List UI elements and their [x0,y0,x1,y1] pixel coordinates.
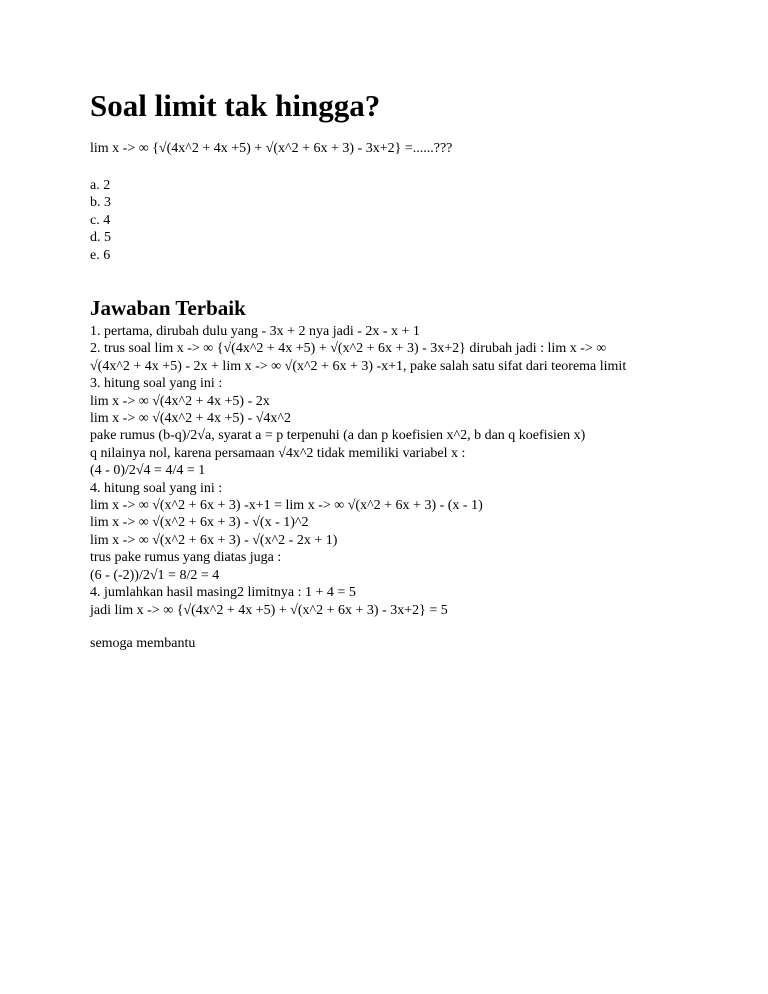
closing-text: semoga membantu [90,636,196,651]
answer-line: 2. trus soal lim x -> ∞ {√(4x^2 + 4x +5) + √(x^2 + 6x + 3) - 3x+2} dirubah jadi : lim x -> ∞ [90,341,607,357]
answer-line: lim x -> ∞ √(4x^2 + 4x +5) - 2x [90,393,270,409]
answer-line: 3. hitung soal yang ini : [90,376,223,392]
answer-line: q nilainya nol, karena persamaan √4x^2 tidak memiliki variabel x : [90,445,466,461]
question-text: lim x -> ∞ {√(4x^2 + 4x +5) + √(x^2 + 6x + 3) - 3x+2} =......??? [90,141,453,156]
choice-a: a. 2 [90,178,111,193]
answer-heading: Jawaban Terbaik [90,296,246,320]
question-title: Soal limit tak hingga? [90,88,381,123]
answer-line: trus pake rumus yang diatas juga : [90,550,282,566]
answer-line: jadi lim x -> ∞ {√(4x^2 + 4x +5) + √(x^2 + 6x + 3) - 3x+2} = 5 [90,602,448,618]
choice-e: e. 6 [90,247,111,263]
answer-line: √(4x^2 + 4x +5) - 2x + lim x -> ∞ √(x^2 + 6x + 3) -x+1, pake salah satu sifat dari teorema limit [90,358,627,374]
answer-line: 4. jumlahkan hasil masing2 limitnya : 1 + 4 = 5 [90,585,356,601]
answer-line: (4 - 0)/2√4 = 4/4 = 1 [90,463,206,479]
choice-d: d. 5 [90,230,111,246]
choice-b: b. 3 [90,195,111,211]
answer-line: pake rumus (b-q)/2√a, syarat a = p terpenuhi (a dan p koefisien x^2, b dan q koefisien x) [90,428,586,444]
answer-line: lim x -> ∞ √(x^2 + 6x + 3) -x+1 = lim x -> ∞ √(x^2 + 6x + 3) - (x - 1) [90,498,483,514]
answer-line: lim x -> ∞ √(x^2 + 6x + 3) - √(x^2 - 2x + 1) [90,532,338,548]
answer-line: (6 - (-2))/2√1 = 8/2 = 4 [90,567,220,583]
answer-choices [90,177,111,264]
answer-line: lim x -> ∞ √(x^2 + 6x + 3) - √(x - 1)^2 [90,515,309,531]
answer-line: 1. pertama, dirubah dulu yang - 3x + 2 nya jadi - 2x - x + 1 [90,324,420,339]
answer-line: 4. hitung soal yang ini : [90,480,223,496]
choice-c: c. 4 [90,212,111,228]
answer-line: lim x -> ∞ √(4x^2 + 4x +5) - √4x^2 [90,411,291,427]
answer-body [90,323,626,619]
